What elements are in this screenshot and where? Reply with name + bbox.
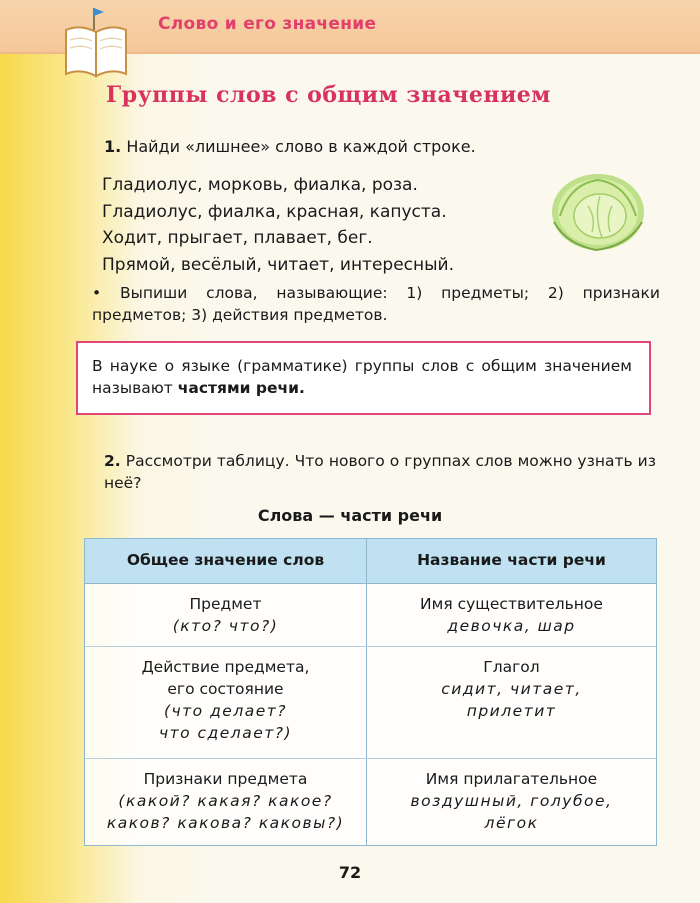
task1-instruction	[104, 137, 476, 156]
meaning-line: Признаки предмета	[143, 770, 308, 788]
part-examples: прилетит	[466, 702, 557, 720]
part-name: Имя существительное	[420, 595, 603, 613]
word-row-2: Гладиолус, фиалка, красная, капуста.	[102, 201, 447, 222]
task1-subtask	[92, 282, 660, 326]
task1-number: 1.	[104, 137, 122, 156]
rule-text-body: В науке о языке (грамматике) группы слов с общим значением называют	[92, 357, 632, 397]
task2-number: 2.	[104, 452, 121, 470]
subtask-text: Выпиши слова, называющие: 1) предметы; 2) признаки предметов; 3) действия предметов.	[92, 284, 660, 324]
meaning-questions: (что делает?	[163, 702, 288, 720]
lesson-title: Группы слов с общим значением	[106, 82, 551, 108]
word-row-1: Гладиолус, морковь, фиалка, роза.	[102, 175, 418, 195]
task1-text: Найди «лишнее» слово в каждой строке.	[126, 137, 476, 156]
meaning-questions: каков? какова? каковы?)	[106, 814, 345, 832]
open-book-icon	[60, 4, 136, 80]
meaning-questions: (кто? что?)	[172, 617, 279, 635]
page-number: 72	[338, 863, 362, 882]
meaning-questions: что сделает?)	[158, 724, 293, 742]
table-row-2-meaning	[85, 656, 366, 744]
part-examples: сидит, читает,	[441, 680, 582, 698]
section-title: Слово и его значение	[158, 14, 377, 34]
rule-box	[76, 341, 651, 415]
part-name: Глагол	[483, 658, 540, 676]
table-header-row	[85, 539, 656, 584]
row-divider	[85, 646, 656, 647]
row-divider	[85, 758, 656, 759]
word-rows	[102, 172, 454, 278]
part-examples: лёгок	[484, 814, 539, 832]
bullet-marker: •	[92, 284, 102, 302]
cabbage-illustration	[550, 166, 646, 254]
word-row-4: Прямой, весёлый, читает, интересный.	[102, 254, 455, 275]
part-examples: девочка, шар	[447, 617, 576, 635]
table-caption: Слова — части речи	[257, 506, 443, 525]
table-row-3-part	[367, 768, 656, 834]
header-part: Название части речи	[417, 551, 606, 569]
header-meaning: Общее значение слов	[126, 551, 325, 569]
rule-term: частями речи.	[177, 379, 305, 397]
meaning-questions: (какой? какая? какое?	[118, 792, 333, 810]
parts-of-speech-table	[84, 538, 657, 846]
task2	[104, 450, 656, 494]
table-row-1-meaning	[85, 593, 366, 637]
task2-text: Рассмотри таблицу. Что нового о группах слов можно узнать из неё?	[104, 452, 656, 492]
rule-text	[92, 355, 632, 399]
table-row-1-part	[367, 593, 656, 637]
word-row-3: Ходит, прыгает, плавает, бег.	[102, 228, 373, 248]
meaning-line: Предмет	[189, 595, 262, 613]
table-row-3-meaning	[85, 768, 366, 834]
part-examples: воздушный, голубое,	[410, 792, 613, 810]
part-name: Имя прилагательное	[425, 770, 598, 788]
meaning-line: Действие предмета,	[141, 658, 310, 676]
meaning-line: его состояние	[167, 680, 284, 698]
table-row-2-part	[367, 656, 656, 722]
